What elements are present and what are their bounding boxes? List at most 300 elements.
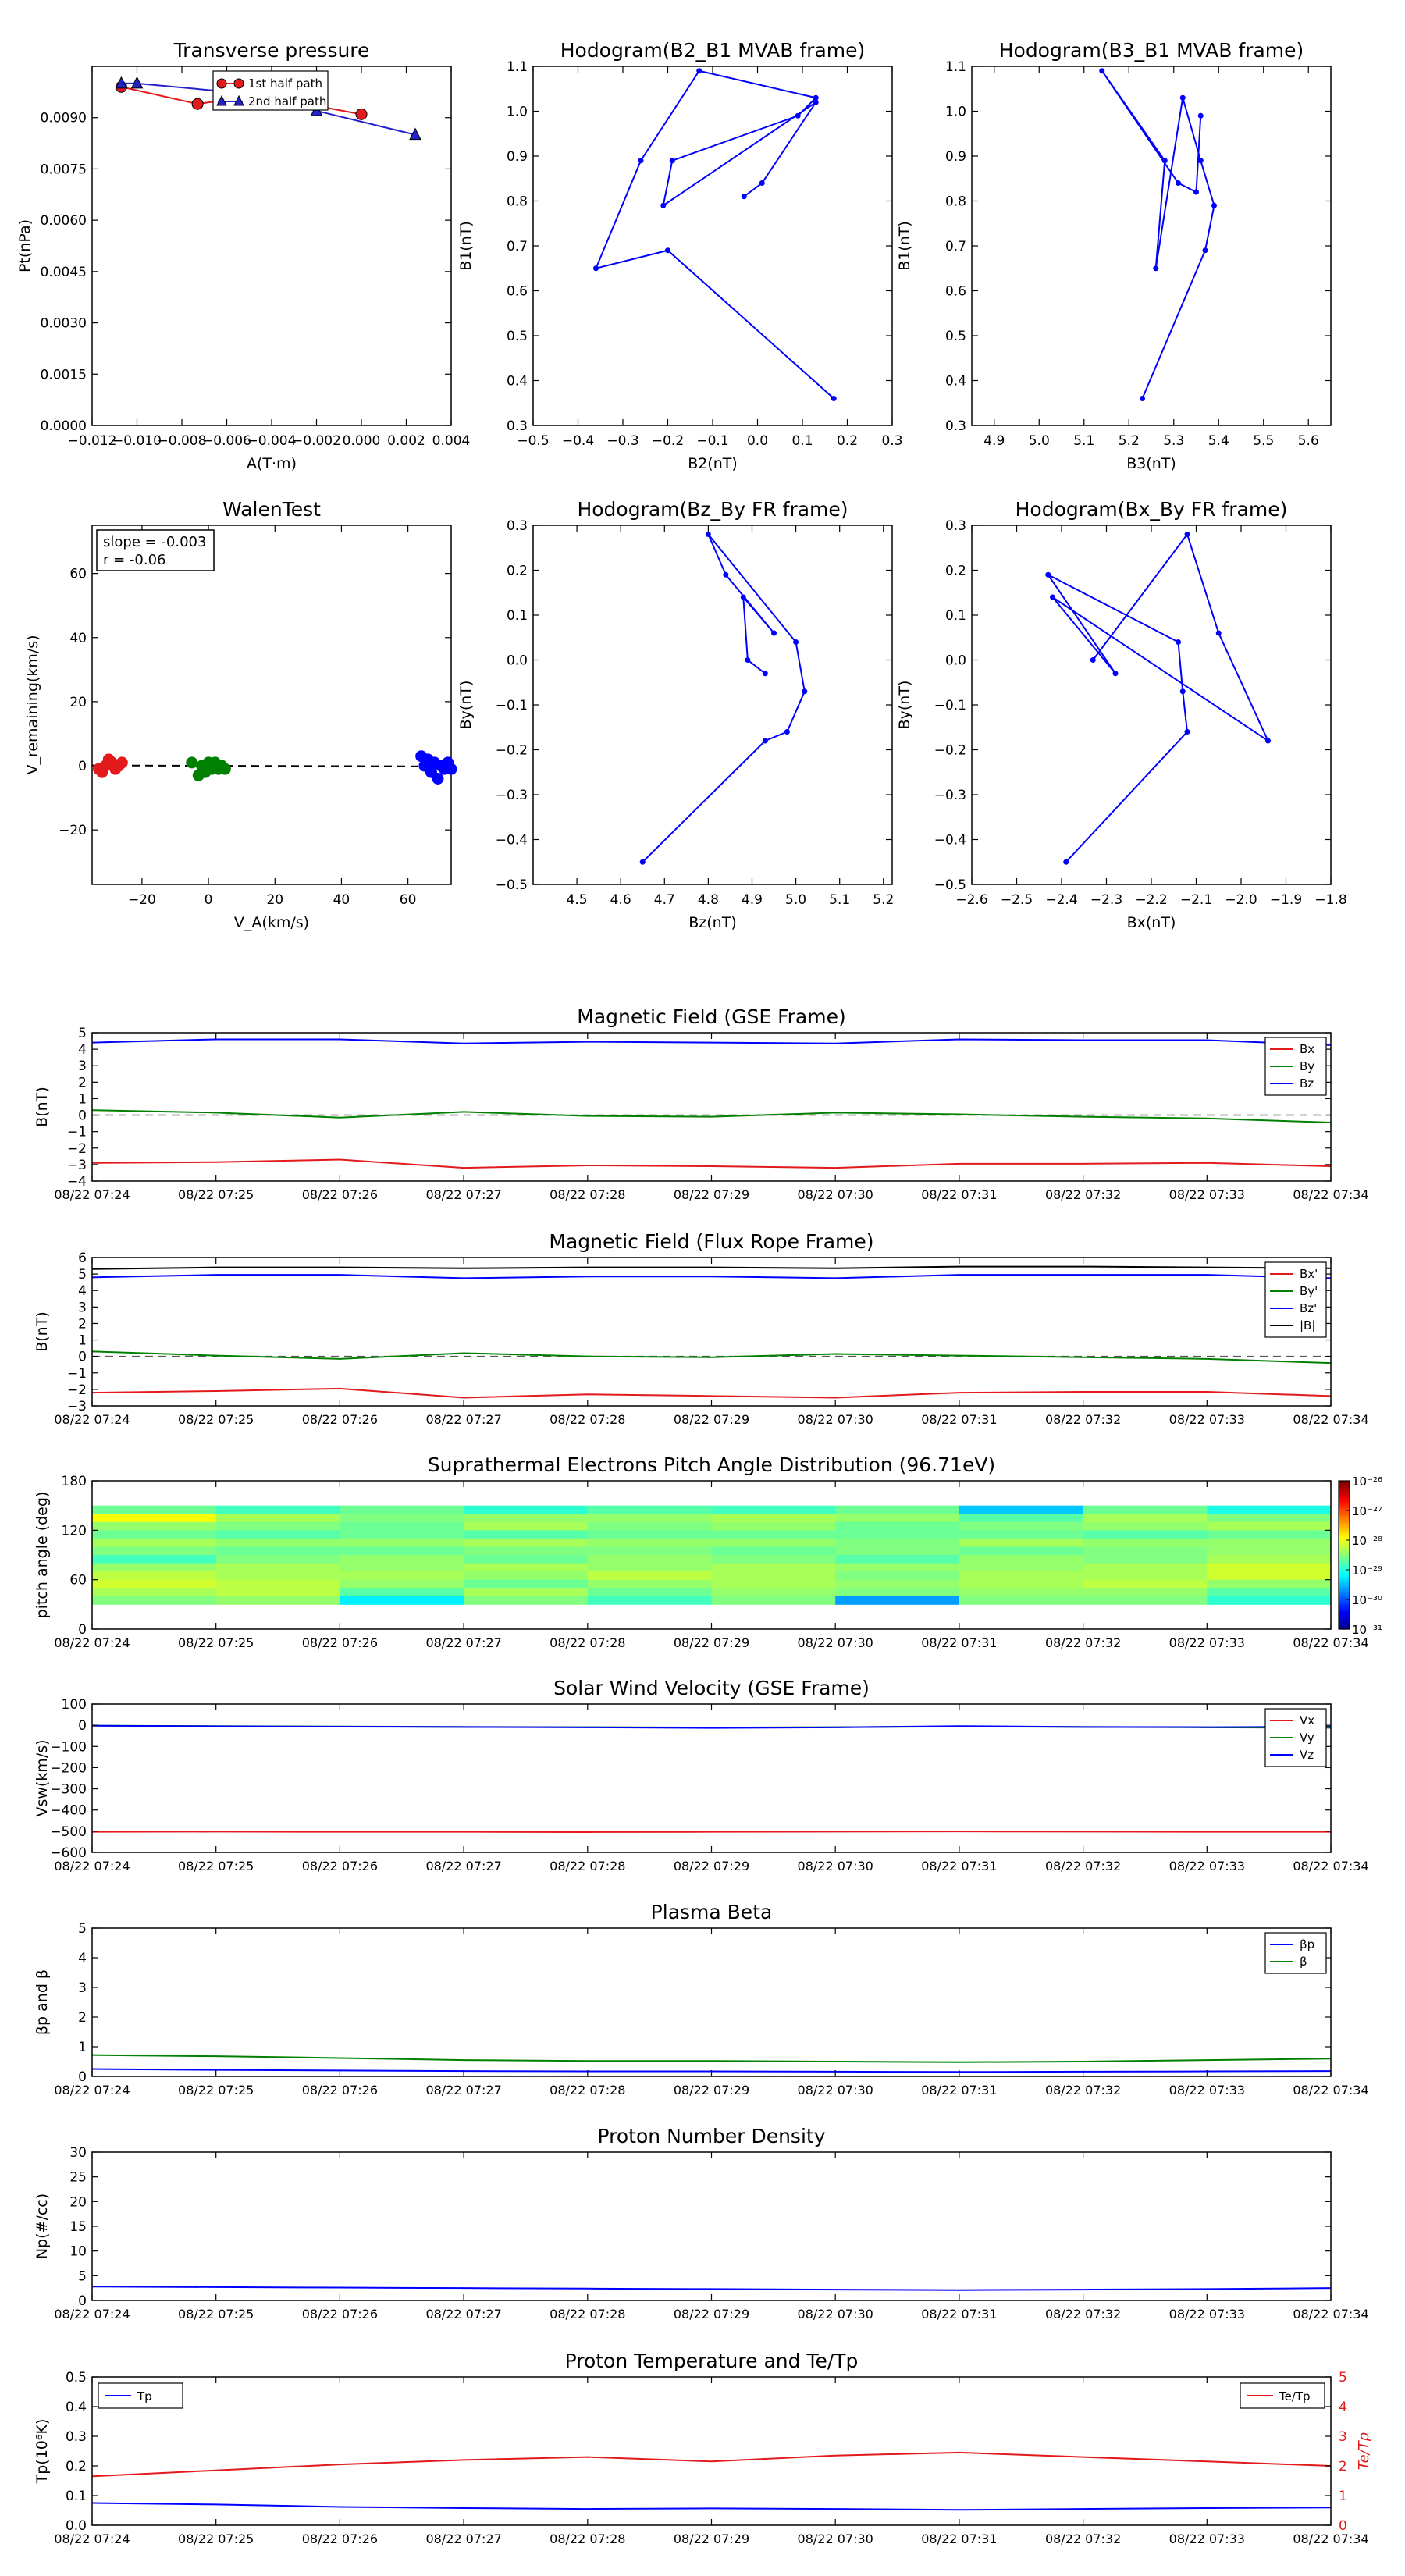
heatmap-cell: [1207, 1539, 1331, 1547]
data-point: [1198, 158, 1204, 163]
chart-tp: [34, 2350, 1372, 2546]
x-tick-label: 08/22 07:33: [1168, 1635, 1245, 1650]
axes-frame: [92, 2152, 1331, 2300]
x-tick-label: 08/22 07:29: [673, 2307, 750, 2322]
chart-hodo3: [457, 498, 894, 931]
x-tick-label: 08/22 07:28: [550, 1412, 626, 1427]
y-tick-label: 0.0045: [40, 264, 87, 280]
x-tick-label: −0.006: [202, 433, 251, 449]
x-tick-label: 08/22 07:27: [425, 1187, 502, 1202]
x-tick-label: 08/22 07:24: [54, 2083, 130, 2097]
heatmap-cell: [588, 1588, 712, 1596]
y-tick-label: 5: [78, 2268, 87, 2285]
heatmap-cell: [340, 1588, 464, 1596]
heatmap-cell: [959, 1530, 1083, 1539]
heatmap-cell: [588, 1539, 712, 1547]
x-tick-label: 08/22 07:33: [1168, 1859, 1245, 1873]
x-tick-label: 08/22 07:27: [425, 2083, 502, 2097]
x-tick-label: 20: [266, 892, 284, 908]
heatmap-cell: [1083, 1514, 1208, 1522]
data-point: [1193, 190, 1199, 195]
heatmap-cell: [92, 1506, 216, 1514]
data-point: [1045, 572, 1051, 578]
chart-bgse: [34, 1005, 1369, 1202]
data-point: [1185, 729, 1190, 735]
x-axis-label: V_A(km/s): [233, 914, 310, 931]
y-tick-label: −1: [66, 1365, 87, 1382]
data-point: [1113, 671, 1119, 676]
x-tick-label: −2.1: [1179, 892, 1213, 908]
legend-marker: [234, 79, 244, 88]
axes-frame: [533, 66, 892, 425]
heatmap-cell: [340, 1522, 464, 1531]
x-axis-label: B3(nT): [1126, 455, 1176, 472]
x-tick-label: 08/22 07:26: [301, 2083, 379, 2097]
heatmap-cell: [712, 1596, 836, 1605]
y-tick-label: −0.5: [934, 877, 966, 893]
x-tick-label: 08/22 07:26: [301, 1635, 379, 1650]
heatmap-cell: [1083, 1564, 1208, 1572]
heatmap-cell: [216, 1555, 340, 1564]
x-tick-label: 0.004: [432, 433, 471, 449]
data-point: [219, 763, 230, 774]
x-tick-label: 5.2: [873, 892, 895, 908]
x-tick-label: −0.002: [292, 433, 341, 449]
legend-label: 1st half path: [248, 76, 323, 91]
heatmap-cell: [92, 1546, 216, 1555]
heatmap-cell: [92, 1555, 216, 1564]
heatmap-cell: [712, 1580, 836, 1589]
data-point: [1153, 265, 1158, 271]
x-tick-label: 08/22 07:31: [921, 2307, 998, 2322]
chart-hodo2: [896, 39, 1331, 472]
x-tick-label: 08/22 07:29: [673, 2083, 750, 2097]
y-tick-label: 120: [61, 1523, 87, 1539]
chart-title: Hodogram(Bx_By FR frame): [1015, 498, 1288, 521]
x-tick-label: 08/22 07:26: [301, 2307, 379, 2322]
y-tick-label: −0.4: [495, 832, 528, 849]
heatmap-cell: [835, 1588, 959, 1596]
heatmap-cell: [340, 1530, 464, 1539]
chart-title: Suprathermal Electrons Pitch Angle Distribution (96.71eV): [427, 1453, 996, 1476]
y-tick-label: 15: [69, 2219, 87, 2235]
series-line-0: [92, 1389, 1331, 1398]
x-tick-label: 08/22 07:30: [797, 2083, 873, 2097]
y-axis-label: By(nT): [457, 680, 475, 730]
y-tick-label: 0.5: [506, 329, 528, 344]
x-tick-label: 4.5: [566, 892, 588, 908]
heatmap-cell: [216, 1588, 340, 1596]
y-tick-label: 180: [61, 1474, 87, 1489]
legend-label: |B|: [1300, 1318, 1316, 1332]
y-tick-label: −0.1: [495, 698, 528, 713]
data-point: [1216, 631, 1222, 636]
heatmap-cell: [1207, 1522, 1331, 1531]
y-tick-label: 0.0000: [40, 418, 87, 434]
data-point: [741, 595, 746, 600]
y-axis-label: pitch angle (deg): [34, 1491, 51, 1619]
legend: [1265, 1262, 1326, 1337]
heatmap-cell: [216, 1530, 340, 1539]
heatmap-cell: [92, 1571, 216, 1580]
axes-frame: [972, 525, 1331, 884]
y-tick-label: 5: [78, 1026, 87, 1041]
heatmap-cell: [588, 1571, 712, 1580]
y-tick-label: 0.5: [944, 329, 966, 344]
y-tick-label: 0.3: [506, 518, 528, 534]
x-tick-label: 08/22 07:32: [1044, 2307, 1122, 2322]
y-tick-label: 0: [78, 1349, 87, 1365]
y-tick-label: 60: [69, 1572, 87, 1589]
x-tick-label: 08/22 07:24: [54, 2307, 130, 2322]
x-tick-label: 4.7: [653, 892, 675, 908]
heatmap-cell: [340, 1539, 464, 1547]
data-point: [638, 158, 644, 163]
x-tick-label: 5.5: [1253, 433, 1275, 449]
heatmap-cell: [92, 1530, 216, 1539]
legend-label: βp: [1300, 1937, 1315, 1952]
annotation: [97, 530, 214, 571]
x-tick-label: 08/22 07:24: [54, 1635, 130, 1650]
x-tick-label: 08/22 07:33: [1168, 1187, 1245, 1202]
x-tick-label: 08/22 07:25: [178, 2307, 254, 2322]
heatmap-cell: [588, 1580, 712, 1589]
y-axis-label: V_remaining(km/s): [24, 635, 41, 775]
x-tick-label: −2.2: [1135, 892, 1168, 908]
y-tick-label: −0.3: [934, 788, 966, 803]
y-tick-label: 0: [78, 2293, 87, 2309]
data-point: [771, 631, 777, 636]
heatmap-cell: [835, 1546, 959, 1555]
data-point: [802, 688, 807, 694]
x-axis-label: A(T·m): [247, 455, 297, 472]
series-line-1: [92, 2453, 1331, 2476]
heatmap-cell: [340, 1546, 464, 1555]
y-tick-label: 25: [69, 2169, 87, 2186]
legend-label: Tp: [137, 2389, 152, 2403]
heatmap-cell: [959, 1564, 1083, 1572]
y-tick-label: 1.1: [506, 59, 528, 75]
legend-label: Bz: [1300, 1076, 1314, 1091]
x-tick-label: 08/22 07:29: [673, 1187, 750, 1202]
x-axis-label: Bx(nT): [1126, 914, 1176, 931]
data-point: [763, 671, 768, 676]
x-tick-label: 08/22 07:26: [301, 1412, 379, 1427]
data-point: [759, 180, 765, 186]
y-tick-label: 20: [69, 2194, 87, 2211]
x-tick-label: 40: [333, 892, 350, 908]
y-tick-label: −2: [66, 1140, 87, 1157]
heatmap-cell: [1207, 1546, 1331, 1555]
y-tick-label: 0.3: [944, 518, 966, 534]
x-tick-label: −0.010: [112, 433, 162, 449]
heatmap-cell: [959, 1580, 1083, 1589]
heatmap-cell: [92, 1564, 216, 1572]
y-tick-label: 0.0015: [40, 367, 87, 383]
y-axis-label: βp and β: [34, 1969, 51, 2036]
data-point: [706, 532, 711, 537]
heatmap-cell: [92, 1522, 216, 1531]
x-tick-label: 08/22 07:25: [178, 1412, 254, 1427]
heatmap-cell: [92, 1580, 216, 1589]
heatmap-cell: [92, 1514, 216, 1522]
y-tick-label: 0.3: [944, 418, 966, 434]
heatmap-cell: [712, 1522, 836, 1531]
data-point: [187, 757, 197, 768]
y-tick-label: −1: [66, 1124, 87, 1140]
data-point: [192, 98, 203, 109]
y-tick-label: −500: [50, 1823, 87, 1840]
legend-label: Vz: [1300, 1748, 1314, 1762]
heatmap-cell: [1207, 1571, 1331, 1580]
heatmap-cell: [464, 1571, 588, 1580]
heatmap-cell: [340, 1580, 464, 1589]
x-axis-label: B2(nT): [688, 455, 738, 472]
y-tick-label: 4: [78, 1283, 87, 1300]
y-tick-label: −0.1: [934, 698, 966, 713]
data-point: [1180, 95, 1186, 101]
series-line-0: [92, 2286, 1331, 2290]
y-tick-label: 0: [78, 759, 87, 775]
chart-title: Transverse pressure: [173, 39, 370, 62]
chart-title: Magnetic Field (GSE Frame): [577, 1005, 846, 1028]
heatmap-cell: [464, 1564, 588, 1572]
x-tick-label: 08/22 07:27: [425, 2307, 502, 2322]
y-right-tick-label: 3: [1339, 2429, 1347, 2445]
x-tick-label: 5.1: [829, 892, 851, 908]
colorbar-label: 10⁻²⁶: [1352, 1475, 1383, 1489]
heatmap-cell: [835, 1580, 959, 1589]
y-tick-label: 1.1: [944, 59, 966, 75]
x-tick-label: 08/22 07:31: [921, 2083, 998, 2097]
data-point: [763, 738, 768, 744]
x-tick-label: 08/22 07:33: [1168, 2307, 1245, 2322]
data-point: [446, 763, 457, 774]
annotation-line: r = -0.06: [103, 552, 166, 568]
y-tick-label: −0.2: [934, 742, 966, 759]
legend-label: Bx': [1300, 1267, 1318, 1281]
x-tick-label: −2.0: [1225, 892, 1257, 908]
heatmap-cell: [1083, 1596, 1208, 1605]
heatmap-cell: [464, 1506, 588, 1514]
data-point: [1063, 859, 1069, 865]
legend: [1265, 1037, 1326, 1095]
colorbar-label: 10⁻²⁷: [1352, 1504, 1383, 1518]
data-point: [742, 194, 747, 199]
y-tick-label: 0.9: [944, 149, 966, 165]
x-tick-label: 08/22 07:32: [1044, 2532, 1122, 2546]
y-tick-label: 0.6: [944, 283, 966, 300]
heatmap-cell: [1083, 1555, 1208, 1564]
heatmap-cell: [712, 1514, 836, 1522]
heatmap-cell: [216, 1539, 340, 1547]
heatmap-cell: [464, 1522, 588, 1531]
x-tick-label: 0.1: [791, 433, 813, 449]
x-tick-label: 08/22 07:28: [550, 1859, 626, 1873]
chart-walen: [24, 498, 457, 931]
x-tick-label: 08/22 07:26: [301, 1187, 379, 1202]
x-tick-label: 5.0: [1028, 433, 1050, 449]
y-tick-label: −3: [66, 1157, 87, 1173]
chart-pad: [34, 1453, 1382, 1650]
x-tick-label: 08/22 07:32: [1044, 2083, 1122, 2097]
data-point: [1176, 639, 1181, 645]
heatmap-cell: [1083, 1530, 1208, 1539]
y-tick-label: 2: [78, 2010, 87, 2026]
x-tick-label: 08/22 07:27: [425, 1635, 502, 1650]
y-tick-label: −0.4: [934, 832, 966, 849]
x-tick-label: 08/22 07:26: [301, 1859, 379, 1873]
x-tick-label: 08/22 07:31: [921, 1187, 998, 1202]
x-tick-label: 08/22 07:27: [425, 2532, 502, 2546]
chart-hodo1: [457, 39, 903, 472]
series-line-1: [92, 2055, 1331, 2062]
x-tick-label: −0.012: [67, 433, 117, 449]
heatmap-cell: [1207, 1530, 1331, 1539]
x-tick-label: 08/22 07:28: [550, 2307, 626, 2322]
x-tick-label: 08/22 07:33: [1168, 2083, 1245, 2097]
chart-title: Hodogram(B3_B1 MVAB frame): [998, 39, 1304, 62]
x-tick-label: 08/22 07:27: [425, 1412, 502, 1427]
heatmap-cell: [1083, 1506, 1208, 1514]
y-tick-label: 1: [78, 1091, 87, 1108]
y-tick-label: 0.9: [506, 149, 528, 165]
heatmap-cell: [464, 1596, 588, 1605]
data-point: [670, 158, 675, 163]
chart-title: Plasma Beta: [650, 1901, 773, 1923]
legend: [213, 71, 328, 110]
colorbar-label: 10⁻³⁰: [1352, 1593, 1383, 1607]
data-point: [795, 113, 801, 119]
legend-label: 2nd half path: [248, 94, 327, 109]
data-point: [696, 68, 702, 73]
chart-title: Magnetic Field (Flux Rope Frame): [549, 1230, 874, 1253]
y-tick-label: 10: [69, 2243, 87, 2260]
heatmap-cell: [959, 1596, 1083, 1605]
chart-bfr: [34, 1230, 1369, 1427]
data-point: [356, 109, 367, 119]
series-line-0: [92, 1160, 1331, 1169]
data-point: [1090, 657, 1096, 663]
x-tick-label: 08/22 07:28: [550, 2083, 626, 2097]
y-tick-label: 60: [69, 566, 87, 582]
y-axis-label: Np(#/cc): [34, 2193, 51, 2260]
y-tick-label: 0.3: [65, 2429, 87, 2445]
heatmap-cell: [835, 1571, 959, 1580]
legend-marker: [217, 79, 226, 88]
heatmap-cell: [588, 1522, 712, 1531]
heatmap-cell: [464, 1580, 588, 1589]
chart-title: WalenTest: [222, 498, 321, 521]
series-line-0: [92, 2503, 1331, 2510]
y-tick-label: 20: [69, 694, 87, 710]
y-tick-label: −0.3: [495, 788, 528, 803]
heatmap-cell: [340, 1514, 464, 1522]
y-axis-label: B1(nT): [457, 221, 475, 271]
data-point: [745, 657, 750, 663]
y-right-tick-label: 2: [1339, 2459, 1347, 2475]
y-tick-label: 1: [78, 1332, 87, 1349]
heatmap-cell: [1207, 1555, 1331, 1564]
y-tick-label: −4: [66, 1174, 87, 1190]
data-point: [813, 100, 819, 105]
y-tick-label: 2: [78, 1316, 87, 1332]
x-tick-label: 08/22 07:34: [1293, 1635, 1369, 1650]
data-point: [784, 729, 790, 735]
y-tick-label: 30: [69, 2145, 87, 2161]
heatmap-cell: [1083, 1522, 1208, 1531]
heatmap-cell: [92, 1596, 216, 1605]
y-tick-label: 5: [78, 1267, 87, 1283]
axes-frame: [92, 1033, 1331, 1181]
heatmap-cell: [1207, 1514, 1331, 1522]
x-tick-label: 5.6: [1297, 433, 1319, 449]
x-tick-label: 08/22 07:30: [797, 1635, 873, 1650]
y-tick-label: 0.2: [944, 563, 966, 579]
heatmap-cell: [1083, 1588, 1208, 1596]
data-point: [1185, 532, 1190, 537]
data-point: [723, 572, 728, 578]
x-tick-label: −1.9: [1269, 892, 1303, 908]
x-tick-label: 08/22 07:25: [178, 1635, 254, 1650]
x-tick-label: −0.1: [696, 433, 729, 449]
heatmap-cell: [835, 1506, 959, 1514]
y-tick-label: −400: [50, 1802, 87, 1819]
y-tick-label: 0: [78, 1108, 87, 1124]
y-axis-label: Pt(nPa): [16, 219, 34, 273]
y-tick-label: 0.0: [944, 653, 966, 669]
heatmap-cell: [216, 1522, 340, 1531]
y-right-axis-label: Te/Tp: [1356, 2432, 1372, 2471]
heatmap-cell: [835, 1555, 959, 1564]
axes-frame: [92, 525, 451, 884]
x-tick-label: 08/22 07:31: [921, 1635, 998, 1650]
series-line-2: [92, 1039, 1331, 1044]
heatmap-cell: [835, 1530, 959, 1539]
heatmap-cell: [712, 1564, 836, 1572]
heatmap-cell: [92, 1588, 216, 1596]
heatmap-cell: [959, 1506, 1083, 1514]
heatmap-cell: [216, 1506, 340, 1514]
heatmap-cell: [1083, 1546, 1208, 1555]
y-tick-label: 0.7: [506, 239, 528, 254]
y-tick-label: 0.2: [506, 563, 528, 579]
data-point: [593, 265, 599, 271]
y-tick-label: 40: [69, 630, 87, 646]
y-tick-label: 0.6: [506, 283, 528, 300]
x-tick-label: 0.3: [881, 433, 903, 449]
x-tick-label: 08/22 07:28: [550, 2532, 626, 2546]
x-tick-label: 08/22 07:29: [673, 1412, 750, 1427]
heatmap-cell: [959, 1522, 1083, 1531]
heatmap-cell: [1083, 1571, 1208, 1580]
heatmap-cell: [712, 1588, 836, 1596]
legend-label: Vx: [1300, 1713, 1315, 1727]
axes-frame: [92, 66, 451, 425]
y-tick-label: 3: [78, 1059, 87, 1075]
x-tick-label: 08/22 07:32: [1044, 1187, 1122, 1202]
series-line-2: [92, 1275, 1331, 1278]
y-right-tick-label: 5: [1339, 2370, 1347, 2386]
series-line-3: [92, 1267, 1331, 1269]
x-tick-label: 08/22 07:34: [1293, 2307, 1369, 2322]
y-tick-label: 1: [78, 2040, 87, 2055]
heatmap-cell: [464, 1514, 588, 1522]
series-line-0: [596, 71, 834, 399]
data-point: [1180, 688, 1186, 694]
y-tick-label: 0.1: [65, 2489, 87, 2504]
heatmap-cell: [588, 1546, 712, 1555]
